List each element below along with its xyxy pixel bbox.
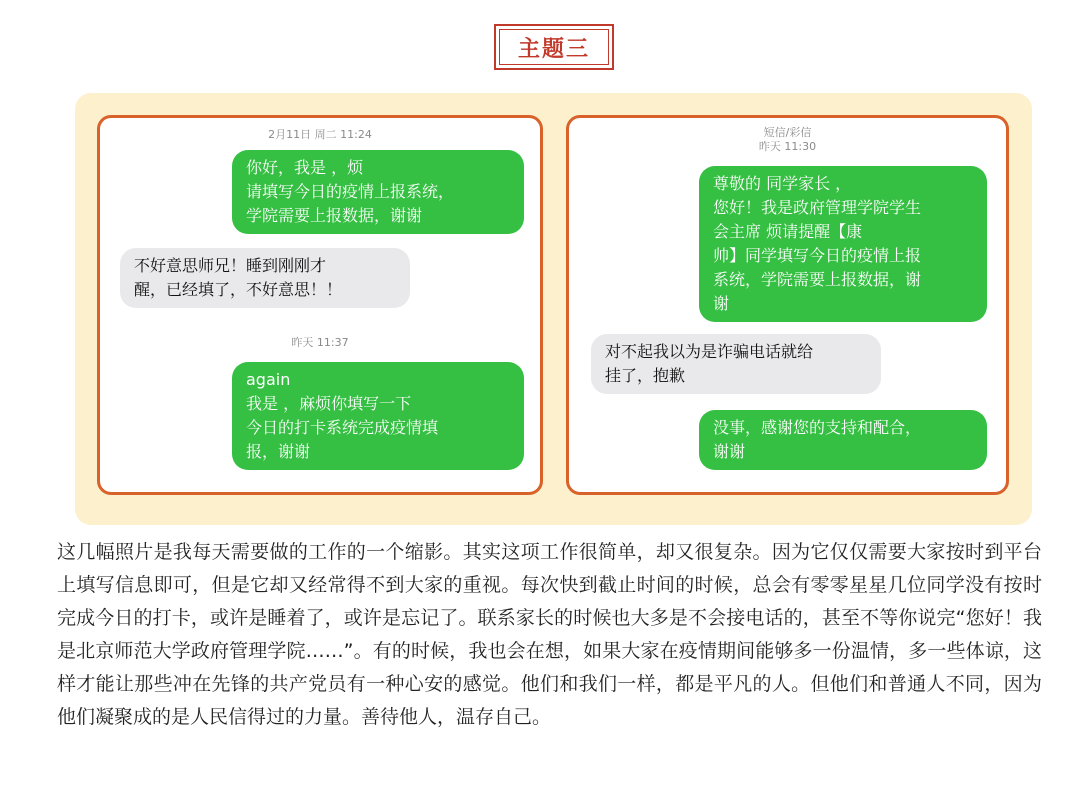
article-paragraph: 这几幅照片是我每天需要做的工作的一个缩影。其实这项工作很简单，却又很复杂。因为它仅仅需要大家按时到平台上填写信息即可，但是它却又经常得不到大家的重视。每次快到截止时间的时候，总会有零零星星几位同学没有按时完成今日的打卡，或许是睡着了，或许是忘记了。联系家长的时候也大多是不会接电话的，甚至不等你说完“您好！我是北京师范大学政府管理学院……”。有的时候，我也会在想，如果大家在疫情期间能够多一份温情，多一些体谅，这样才能让那些冲在先锋的共产党员有一种心安的感觉。他们和我们一样，都是平凡的人。但他们和普通人不同，因为他们凝聚成的是人民信得过的力量。善待他人，温存自己。: [57, 541, 1042, 728]
right-chat-timestamp: 昨天 11:30: [758, 140, 817, 153]
right-chat-header: 短信/彩信: [763, 126, 812, 139]
right-chat-sent-message-1: 尊敬的 同学家长 ， 您好！我是政府管理学院学生 会主席 烦请提醒【康 帅】同学填写今日的疫情上报 系统，学院需要上报数据，谢 谢: [699, 166, 987, 322]
left-chat-timestamp-2: 昨天 11:37: [291, 336, 349, 349]
right-chat-received-message: 对不起我以为是诈骗电话就给 挂了，抱歉: [591, 334, 881, 394]
left-chat-timestamp-1: 2月11日 周二 11:24: [268, 128, 372, 141]
section-title: 主题三: [517, 36, 590, 62]
right-chat-sent-message-2: 没事，感谢您的支持和配合， 谢谢: [699, 410, 987, 470]
section-title-box: [494, 24, 614, 70]
left-chat-screenshot: [97, 115, 543, 495]
left-chat-received-message: 不好意思师兄！睡到刚刚才 醒，已经填了，不好意思！！: [120, 248, 410, 308]
right-chat-screenshot: [566, 115, 1009, 495]
left-chat-sent-message-1: 你好，我是 ，烦 请填写今日的疫情上报系统， 学院需要上报数据，谢谢: [232, 150, 524, 234]
left-chat-sent-message-2: again 我是 ，麻烦你填写一下 今日的打卡系统完成疫情填 报，谢谢: [232, 362, 524, 470]
